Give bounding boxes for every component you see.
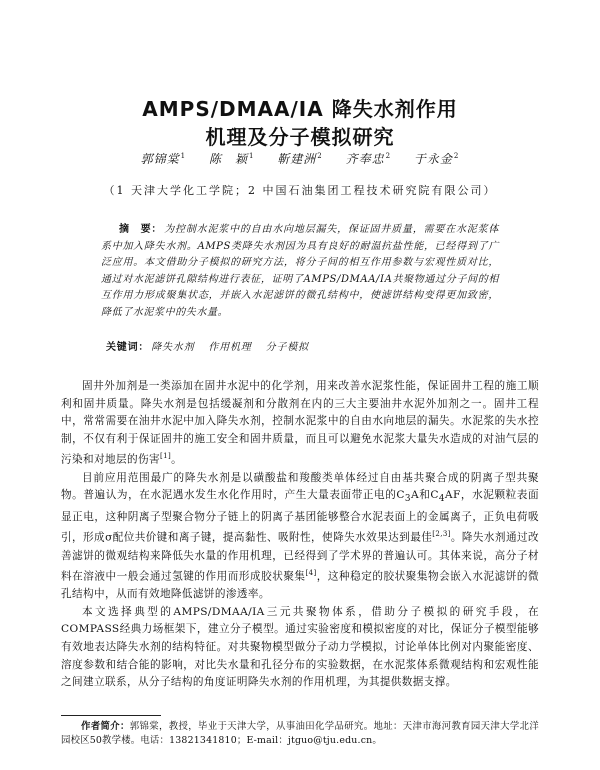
keyword: 分子模拟: [265, 342, 309, 353]
paragraph-1: 固井外加剂是一类添加在固井水泥中的化学剂，用来改善水泥浆性能，保证固井工程的施工顺利和固井质量。降失水剂是包括缓凝剂和分散剂在内的三大主要油井水泥外加剂之一。固井工程中，常常需要在油井水泥中加入降失水剂，控制水泥浆中的自由水向地层的漏失。水泥浆的失水控制，不仅有利于保证固井的施工安全和固井质量，而且可以避免水泥浆大量失水造成的对油气层的污染和对地层的伤害[1]。: [61, 380, 539, 466]
abstract-label: 摘 要：: [119, 224, 163, 235]
abstract: [101, 222, 499, 322]
keywords: [106, 338, 496, 353]
abstract-text: 为控制水泥浆中的自由水向地层漏失，保证固井质量，需要在水泥浆体系中加入降失水剂。AMPS类降失水剂因为具有良好的耐温抗盐性能，已经得到了广泛应用。本文借助分子模拟的研究方法，将分子间的相互作用参数与宏观性质对比，通过对水泥滤饼孔隙结构进行表征，证明了AMPS/DMAA/IA共聚物通过分子间的相互作用力形成聚集状态，并嵌入水泥滤饼的微孔结构中，使滤饼结构变得更加致密，降低了水泥浆中的失水量。: [101, 224, 499, 318]
author: 靳建洲$^2$: [277, 152, 323, 166]
citation: [4]: [305, 569, 317, 578]
title-line-1: AMPS/DMAA/IA 降失水剂作用: [142, 97, 458, 121]
citation: [2,3]: [432, 530, 451, 539]
title-line-2: 机理及分子模拟研究: [205, 125, 395, 149]
citation: [1]: [159, 452, 172, 461]
footnote-text: 郭锦棠，教授，毕业于天津大学，从事油田化学品研究。地址：天津市海河教育园天津大学北洋园校区50教学楼。电话：13821341810；E-mail：jtguo@tju.edu.cn。: [61, 721, 539, 746]
paragraph-2: 目前应用范围最广的降失水剂是以磺酸盐和羧酸类单体经过自由基共聚合成的阴离子型共聚物。普遍认为，在水泥遇水发生水化作用时，产生大量表面带正电的$C_3A$和$C_4AF$，水泥颗粒表面显正电，这种阴离子型聚合物分子链上的阴离子基团能够整合水泥表面上的金属离子，正负电荷吸引，形成σ配位共价键和离子键，提高黏性、吸附性，使降失水效果达到最佳[2,3]。降失水剂通过改善滤饼的微观结构来降低失水量的作用机理，已经得到了学术界的普遍认可。其体来说，高分子材料在溶液中一般会通过氢键的作用而形成胶状聚集[4]，这种稳定的胶状聚集物会嵌入水泥滤饼的微孔结构中，从而有效地降低滤饼的渗透率。: [61, 471, 539, 601]
footnote-label: 作者简介：: [81, 721, 130, 732]
affiliation: （1 天津大学化工学院；2 中国石油集团工程技术研究院有限公司）: [103, 184, 497, 197]
keyword: 降失水剂: [151, 342, 195, 353]
author-list: [60, 150, 540, 167]
body-text: [61, 378, 539, 692]
author: 陈 颖$^1$: [208, 152, 255, 166]
footnote-divider: [61, 715, 161, 716]
author: 郭锦棠$^1$: [140, 152, 187, 166]
keywords-label: 关键词：: [106, 342, 150, 353]
author-footnote: [61, 720, 539, 748]
keyword: 作用机理: [208, 342, 252, 353]
author: 齐奉忠$^2$: [345, 152, 392, 166]
author: 于永金$^2$: [413, 152, 460, 166]
paragraph-3: 本文选择典型的AMPS/DMAA/IA三元共聚物体系，借助分子模拟的研究手段，在COMPASS经典力场框架下，建立分子模型。通过实验密度和模拟密度的对比，保证分子模型能够有效地表达降失水剂的结构特征。对共聚物模型做分子动力学模拟，讨论单体比例对内聚能密度、溶度参数和结合能的影响，对比失水量和孔径分布的实验数据，在水泥浆体系微观结构和宏观性能之间建立联系，从分子结构的角度证明降失水剂的作用机理，为其提供数据支撑。: [61, 605, 539, 689]
